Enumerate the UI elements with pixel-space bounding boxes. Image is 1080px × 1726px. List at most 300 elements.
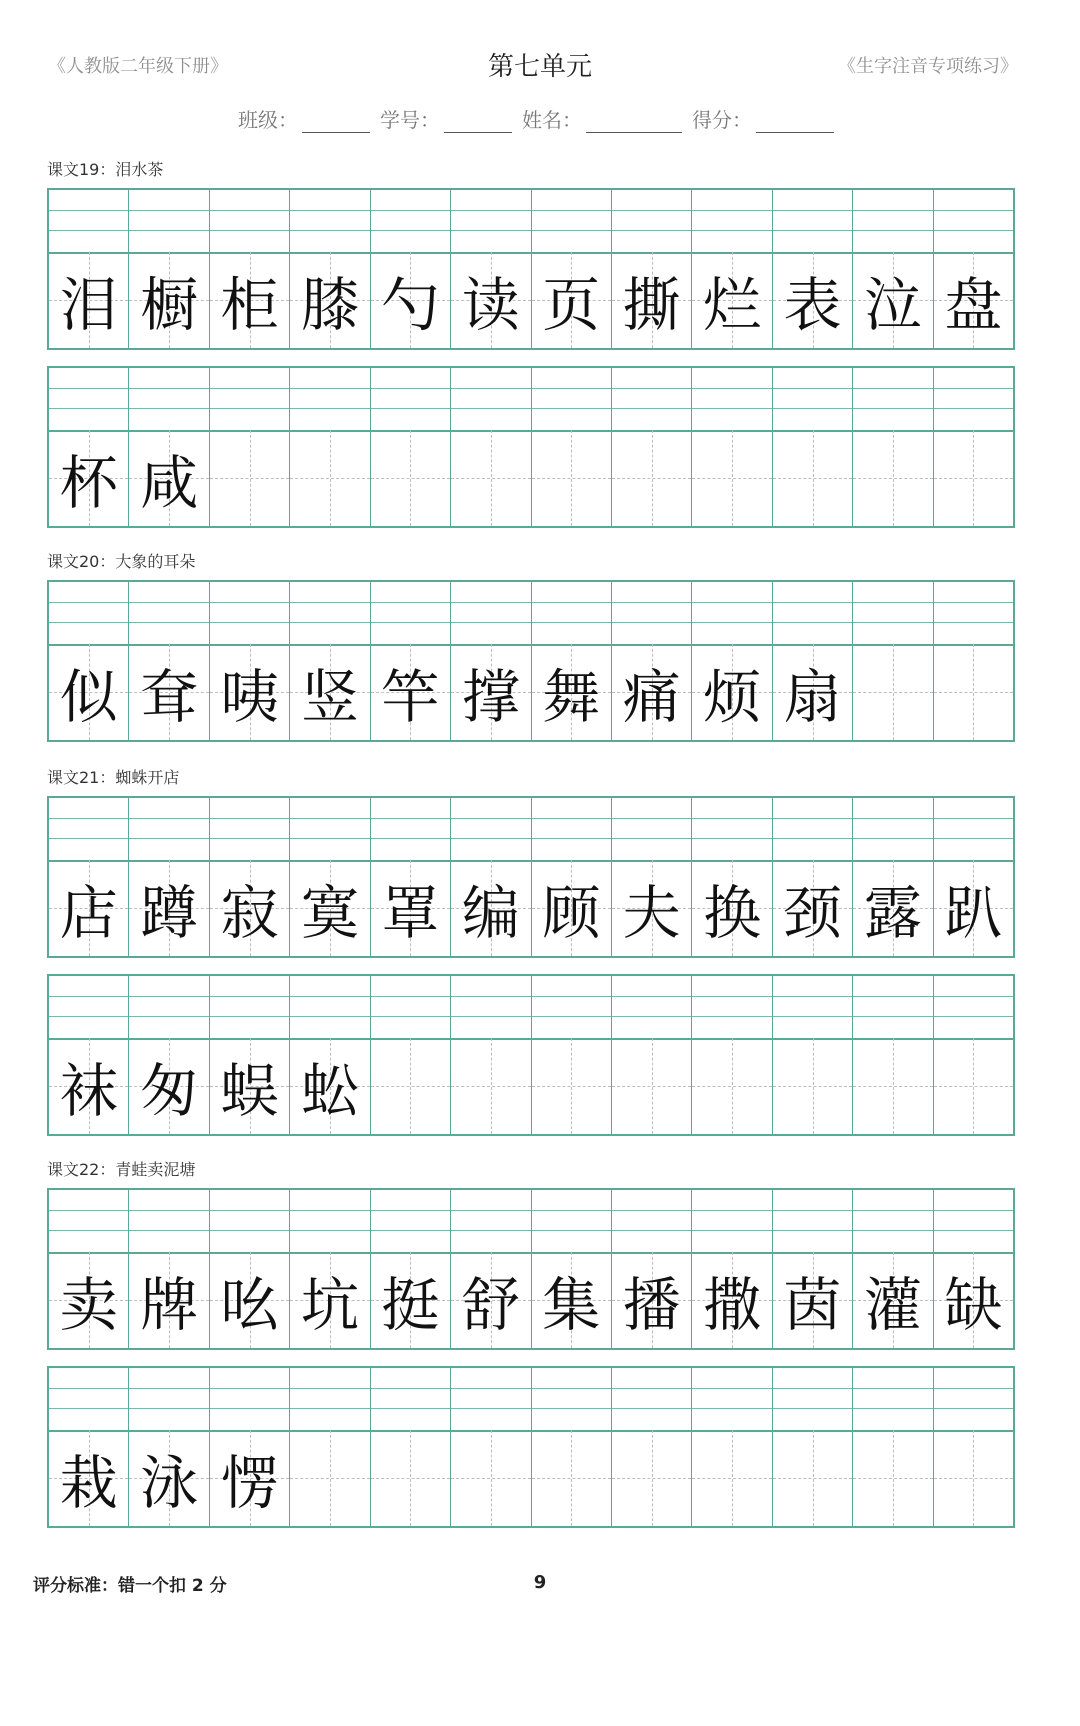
pinyin-writing-lines[interactable] [210, 1190, 289, 1254]
hanzi-character [371, 1430, 450, 1526]
pinyin-writing-lines[interactable] [129, 1368, 208, 1432]
lesson-label: 课文20：大象的耳朵 [47, 552, 196, 571]
tianzige-box [934, 252, 1013, 348]
character-cell [692, 190, 772, 348]
score-label: 得分： [692, 108, 752, 132]
tianzige-box [49, 430, 128, 526]
character-cell [773, 976, 853, 1134]
hanzi-character [532, 430, 611, 526]
pinyin-writing-lines[interactable] [451, 976, 530, 1040]
tianzige-box [371, 1038, 450, 1134]
pinyin-writing-lines[interactable] [773, 190, 852, 254]
pinyin-writing-lines[interactable] [451, 190, 530, 254]
pinyin-writing-lines[interactable] [612, 190, 691, 254]
tianzige-box [532, 1038, 611, 1134]
student-no-label: 学号： [380, 108, 440, 132]
hanzi-character [210, 430, 289, 526]
hanzi-character: 舞 [542, 663, 601, 731]
tianzige-box [773, 252, 852, 348]
character-cell [371, 190, 451, 348]
tianzige-box [532, 1430, 611, 1526]
pinyin-writing-lines[interactable] [934, 1368, 1013, 1432]
hanzi-character: 泪 [59, 271, 118, 339]
pinyin-writing-lines[interactable] [371, 582, 450, 646]
pinyin-writing-lines[interactable] [692, 1368, 771, 1432]
practice-grid-row [47, 1366, 1015, 1528]
character-cell [773, 798, 853, 956]
hanzi-character: 耷 [140, 663, 199, 731]
tianzige-box [773, 860, 852, 956]
pinyin-writing-lines[interactable] [49, 190, 128, 254]
name-label: 姓名： [522, 108, 582, 132]
tianzige-box [210, 860, 289, 956]
pinyin-writing-lines[interactable] [934, 976, 1013, 1040]
pinyin-writing-lines[interactable] [210, 368, 289, 432]
character-cell [290, 798, 370, 956]
character-cell [853, 582, 933, 740]
character-cell [49, 190, 129, 348]
tianzige-box [853, 1252, 932, 1348]
hanzi-character: 泳 [140, 1449, 199, 1517]
tianzige-box [129, 860, 208, 956]
hanzi-character: 愣 [220, 1449, 279, 1517]
tianzige-box [934, 1430, 1013, 1526]
pinyin-writing-lines[interactable] [290, 976, 369, 1040]
pinyin-writing-lines[interactable] [692, 976, 771, 1040]
hanzi-character: 趴 [944, 879, 1003, 947]
pinyin-writing-lines[interactable] [934, 582, 1013, 646]
tianzige-box [934, 860, 1013, 956]
tianzige-box [49, 252, 128, 348]
pinyin-writing-lines[interactable] [853, 368, 932, 432]
pinyin-writing-lines[interactable] [853, 798, 932, 862]
tianzige-box [129, 1252, 208, 1348]
tianzige-box [612, 252, 691, 348]
hanzi-character: 颈 [783, 879, 842, 947]
name-blank[interactable] [586, 114, 682, 133]
character-cell [773, 1368, 853, 1526]
pinyin-writing-lines[interactable] [49, 976, 128, 1040]
tianzige-box [210, 1038, 289, 1134]
tianzige-box [612, 1252, 691, 1348]
hanzi-character: 集 [542, 1271, 601, 1339]
pinyin-writing-lines[interactable] [612, 976, 691, 1040]
pinyin-writing-lines[interactable] [129, 976, 208, 1040]
name-field[interactable] [522, 104, 682, 133]
character-cell [290, 582, 370, 740]
tianzige-box [692, 1252, 771, 1348]
hanzi-character: 缺 [944, 1271, 1003, 1339]
character-cell [129, 368, 209, 526]
tianzige-box [692, 430, 771, 526]
character-cell [210, 582, 290, 740]
character-cell [49, 582, 129, 740]
hanzi-character [532, 1038, 611, 1134]
pinyin-writing-lines[interactable] [532, 190, 611, 254]
hanzi-character: 寞 [300, 879, 359, 947]
character-cell [934, 582, 1013, 740]
lesson-label: 课文21：蜘蛛开店 [47, 768, 180, 787]
tianzige-box [451, 1038, 530, 1134]
pinyin-writing-lines[interactable] [532, 368, 611, 432]
hanzi-character: 页 [542, 271, 601, 339]
hanzi-character [290, 430, 369, 526]
character-cell [451, 368, 531, 526]
hanzi-character: 杯 [59, 449, 118, 517]
pinyin-writing-lines[interactable] [934, 368, 1013, 432]
score-field[interactable] [692, 104, 834, 133]
character-cell [532, 1190, 612, 1348]
pinyin-writing-lines[interactable] [451, 582, 530, 646]
pinyin-writing-lines[interactable] [210, 976, 289, 1040]
character-cell [129, 976, 209, 1134]
pinyin-writing-lines[interactable] [773, 798, 852, 862]
character-cell [612, 1368, 692, 1526]
tianzige-box [290, 1430, 369, 1526]
pinyin-writing-lines[interactable] [612, 1368, 691, 1432]
class-blank[interactable] [302, 114, 370, 133]
pinyin-writing-lines[interactable] [129, 798, 208, 862]
character-cell [773, 582, 853, 740]
character-cell [451, 190, 531, 348]
hanzi-character: 烦 [703, 663, 762, 731]
pinyin-writing-lines[interactable] [290, 1190, 369, 1254]
tianzige-box [129, 1038, 208, 1134]
character-cell [49, 1368, 129, 1526]
tianzige-box [49, 1252, 128, 1348]
pinyin-writing-lines[interactable] [532, 976, 611, 1040]
character-cell [773, 190, 853, 348]
tianzige-box [290, 1252, 369, 1348]
hanzi-character [612, 430, 691, 526]
character-cell [129, 190, 209, 348]
character-cell [934, 1190, 1013, 1348]
pinyin-writing-lines[interactable] [532, 1190, 611, 1254]
hanzi-character: 灌 [863, 1271, 922, 1339]
tianzige-box [532, 252, 611, 348]
pinyin-writing-lines[interactable] [49, 1368, 128, 1432]
tianzige-box [532, 644, 611, 740]
tianzige-box [853, 1430, 932, 1526]
pinyin-writing-lines[interactable] [290, 582, 369, 646]
hanzi-character: 坑 [300, 1271, 359, 1339]
hanzi-character [612, 1038, 691, 1134]
pinyin-writing-lines[interactable] [773, 368, 852, 432]
character-cell [49, 798, 129, 956]
pinyin-writing-lines[interactable] [853, 1368, 932, 1432]
character-cell [612, 1190, 692, 1348]
pinyin-writing-lines[interactable] [129, 190, 208, 254]
character-cell [934, 976, 1013, 1134]
character-cell [129, 582, 209, 740]
pinyin-writing-lines[interactable] [49, 582, 128, 646]
hanzi-character: 竿 [381, 663, 440, 731]
character-cell [371, 1190, 451, 1348]
hanzi-character: 袜 [59, 1057, 118, 1125]
pinyin-writing-lines[interactable] [371, 190, 450, 254]
tianzige-box [290, 644, 369, 740]
hanzi-character: 牌 [140, 1271, 199, 1339]
scoring-criteria: 评分标准：错一个扣 2 分 [33, 1576, 227, 1596]
tianzige-box [612, 430, 691, 526]
character-cell [612, 582, 692, 740]
tianzige-box [853, 252, 932, 348]
tianzige-box [371, 430, 450, 526]
pinyin-writing-lines[interactable] [532, 582, 611, 646]
pinyin-writing-lines[interactable] [371, 1190, 450, 1254]
pinyin-writing-lines[interactable] [773, 976, 852, 1040]
pinyin-writing-lines[interactable] [129, 368, 208, 432]
pinyin-writing-lines[interactable] [934, 190, 1013, 254]
hanzi-character [853, 1430, 932, 1526]
hanzi-character [692, 1430, 771, 1526]
pinyin-writing-lines[interactable] [853, 582, 932, 646]
character-cell [49, 1190, 129, 1348]
character-cell [210, 798, 290, 956]
hanzi-character: 勺 [381, 271, 440, 339]
pinyin-writing-lines[interactable] [290, 798, 369, 862]
hanzi-character [692, 1038, 771, 1134]
pinyin-writing-lines[interactable] [612, 368, 691, 432]
tianzige-box [934, 644, 1013, 740]
tianzige-box [210, 1430, 289, 1526]
character-cell [210, 190, 290, 348]
hanzi-character: 扇 [783, 663, 842, 731]
character-cell [612, 190, 692, 348]
character-cell [532, 798, 612, 956]
tianzige-box [934, 1038, 1013, 1134]
pinyin-writing-lines[interactable] [129, 1190, 208, 1254]
character-cell [853, 1368, 933, 1526]
character-cell [290, 1190, 370, 1348]
pinyin-writing-lines[interactable] [692, 798, 771, 862]
hanzi-character: 竖 [300, 663, 359, 731]
hanzi-character: 挺 [381, 1271, 440, 1339]
hanzi-character [934, 1430, 1013, 1526]
character-cell [210, 976, 290, 1134]
tianzige-box [451, 860, 530, 956]
tianzige-box [934, 1252, 1013, 1348]
practice-grid-row [47, 1188, 1015, 1350]
hanzi-character: 蜈 [220, 1057, 279, 1125]
pinyin-writing-lines[interactable] [49, 368, 128, 432]
hanzi-character: 痛 [622, 663, 681, 731]
pinyin-writing-lines[interactable] [934, 1190, 1013, 1254]
character-cell [692, 582, 772, 740]
class-field[interactable] [238, 104, 370, 133]
character-cell [853, 798, 933, 956]
tianzige-box [210, 644, 289, 740]
tianzige-box [371, 860, 450, 956]
character-cell [692, 1368, 772, 1526]
page-title: 第七单元 [487, 52, 592, 82]
tianzige-box [49, 1430, 128, 1526]
hanzi-character: 盘 [944, 271, 1003, 339]
tianzige-box [773, 1430, 852, 1526]
pinyin-writing-lines[interactable] [371, 798, 450, 862]
hanzi-character [853, 644, 932, 740]
student-no-field[interactable] [380, 104, 512, 133]
hanzi-character: 读 [461, 271, 520, 339]
pinyin-writing-lines[interactable] [451, 1190, 530, 1254]
pinyin-writing-lines[interactable] [692, 368, 771, 432]
character-cell [371, 1368, 451, 1526]
character-cell [934, 190, 1013, 348]
practice-grid-row [47, 580, 1015, 742]
hanzi-character [290, 1430, 369, 1526]
pinyin-writing-lines[interactable] [853, 190, 932, 254]
character-cell [129, 798, 209, 956]
hanzi-character [853, 1038, 932, 1134]
pinyin-writing-lines[interactable] [773, 582, 852, 646]
pinyin-writing-lines[interactable] [612, 1190, 691, 1254]
pinyin-writing-lines[interactable] [210, 582, 289, 646]
pinyin-writing-lines[interactable] [451, 798, 530, 862]
pinyin-writing-lines[interactable] [692, 582, 771, 646]
lesson-label: 课文22：青蛙卖泥塘 [47, 1160, 196, 1179]
hanzi-character: 蚣 [300, 1057, 359, 1125]
hanzi-character: 匆 [140, 1057, 199, 1125]
student-no-blank[interactable] [444, 114, 512, 133]
score-blank[interactable] [756, 114, 834, 133]
tianzige-box [532, 860, 611, 956]
hanzi-character: 茵 [783, 1271, 842, 1339]
pinyin-writing-lines[interactable] [532, 798, 611, 862]
tianzige-box [290, 1038, 369, 1134]
pinyin-writing-lines[interactable] [612, 582, 691, 646]
hanzi-character [532, 1430, 611, 1526]
character-cell [853, 976, 933, 1134]
practice-grid-row [47, 796, 1015, 958]
character-cell [290, 976, 370, 1134]
hanzi-character: 编 [461, 879, 520, 947]
pinyin-writing-lines[interactable] [934, 798, 1013, 862]
tianzige-box [210, 430, 289, 526]
pinyin-writing-lines[interactable] [210, 1368, 289, 1432]
hanzi-character [934, 1038, 1013, 1134]
pinyin-writing-lines[interactable] [129, 582, 208, 646]
tianzige-box [49, 1038, 128, 1134]
character-cell [290, 368, 370, 526]
pinyin-writing-lines[interactable] [210, 190, 289, 254]
hanzi-character: 吆 [220, 1271, 279, 1339]
pinyin-writing-lines[interactable] [371, 1368, 450, 1432]
character-cell [692, 798, 772, 956]
character-cell [692, 1190, 772, 1348]
character-cell [853, 1190, 933, 1348]
tianzige-box [853, 644, 932, 740]
hanzi-character: 蹲 [140, 879, 199, 947]
hanzi-character: 膝 [300, 271, 359, 339]
hanzi-character [692, 430, 771, 526]
tianzige-box [451, 252, 530, 348]
practice-grid-row [47, 366, 1015, 528]
pinyin-writing-lines[interactable] [532, 1368, 611, 1432]
hanzi-character [371, 430, 450, 526]
character-cell [371, 582, 451, 740]
character-cell [692, 368, 772, 526]
character-cell [49, 976, 129, 1134]
tianzige-box [612, 860, 691, 956]
class-label: 班级： [238, 108, 298, 132]
tianzige-box [612, 644, 691, 740]
tianzige-box [210, 1252, 289, 1348]
pinyin-writing-lines[interactable] [853, 1190, 932, 1254]
pinyin-writing-lines[interactable] [451, 1368, 530, 1432]
pinyin-writing-lines[interactable] [371, 976, 450, 1040]
practice-grid-row [47, 188, 1015, 350]
character-cell [532, 976, 612, 1134]
tianzige-box [371, 1252, 450, 1348]
tianzige-box [129, 252, 208, 348]
worksheet-type-label: 《生字注音专项练习》 [838, 56, 1018, 77]
tianzige-box [773, 644, 852, 740]
character-cell [210, 1368, 290, 1526]
hanzi-character: 播 [622, 1271, 681, 1339]
pinyin-writing-lines[interactable] [853, 976, 932, 1040]
character-cell [773, 368, 853, 526]
hanzi-character: 泣 [863, 271, 922, 339]
hanzi-character: 表 [783, 271, 842, 339]
pinyin-writing-lines[interactable] [49, 798, 128, 862]
tianzige-box [532, 1252, 611, 1348]
tianzige-box [371, 644, 450, 740]
hanzi-character [773, 1038, 852, 1134]
pinyin-writing-lines[interactable] [290, 190, 369, 254]
hanzi-character: 撒 [703, 1271, 762, 1339]
tianzige-box [129, 430, 208, 526]
tianzige-box [612, 1038, 691, 1134]
character-cell [532, 582, 612, 740]
pinyin-writing-lines[interactable] [371, 368, 450, 432]
pinyin-writing-lines[interactable] [451, 368, 530, 432]
character-cell [371, 976, 451, 1134]
character-cell [934, 1368, 1013, 1526]
character-cell [451, 976, 531, 1134]
pinyin-writing-lines[interactable] [210, 798, 289, 862]
pinyin-writing-lines[interactable] [773, 1368, 852, 1432]
pinyin-writing-lines[interactable] [49, 1190, 128, 1254]
character-cell [451, 798, 531, 956]
pinyin-writing-lines[interactable] [612, 798, 691, 862]
character-cell [532, 190, 612, 348]
pinyin-writing-lines[interactable] [692, 190, 771, 254]
hanzi-character: 撕 [622, 271, 681, 339]
hanzi-character: 店 [59, 879, 118, 947]
tianzige-box [451, 644, 530, 740]
character-cell [532, 368, 612, 526]
pinyin-writing-lines[interactable] [290, 1368, 369, 1432]
character-cell [290, 190, 370, 348]
page-number: 9 [533, 1572, 547, 1593]
hanzi-character [773, 430, 852, 526]
character-cell [451, 1190, 531, 1348]
hanzi-character: 咦 [220, 663, 279, 731]
hanzi-character: 舒 [461, 1271, 520, 1339]
hanzi-character [934, 644, 1013, 740]
tianzige-box [692, 252, 771, 348]
character-cell [371, 368, 451, 526]
pinyin-writing-lines[interactable] [692, 1190, 771, 1254]
hanzi-character: 露 [863, 879, 922, 947]
character-cell [934, 798, 1013, 956]
pinyin-writing-lines[interactable] [773, 1190, 852, 1254]
tianzige-box [451, 1430, 530, 1526]
character-cell [773, 1190, 853, 1348]
hanzi-character [451, 430, 530, 526]
pinyin-writing-lines[interactable] [290, 368, 369, 432]
character-cell [612, 368, 692, 526]
